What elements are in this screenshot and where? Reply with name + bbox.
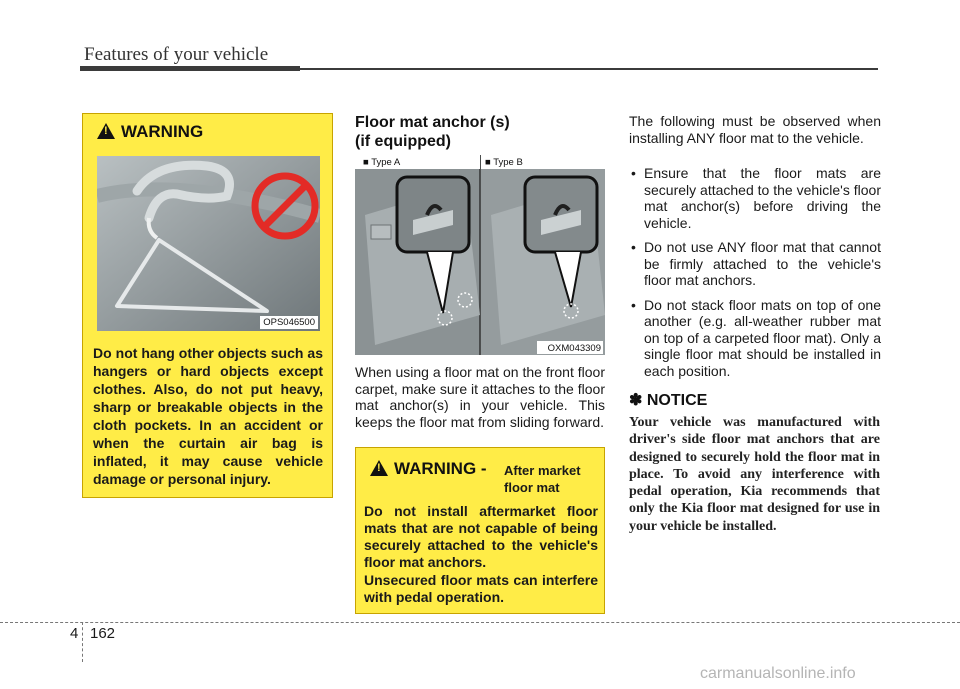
list-item: • Do not stack floor mats on top of one another (e.g. all-weather rubber mat on top of a carpeted floor mat). Only a single floor mat should be installed in each position. [629, 297, 881, 380]
list-item: • Do not use ANY floor mat that cannot be firmly attached to the vehicle's floor mat anchors. [629, 239, 881, 289]
warning-subheading-line2: floor mat [504, 480, 560, 495]
notice-heading: ✽ NOTICE [629, 392, 708, 409]
warning-triangle-icon [97, 123, 115, 139]
header-rule-thick [80, 66, 300, 71]
warning-box-hangers [82, 113, 333, 498]
type-b-label: ■ Type B [485, 157, 523, 168]
warning-heading: WARNING [121, 122, 204, 141]
warning-text: Do not hang other objects such as hangers or hard objects except clothes. Also, do not put heavy, sharp or breakable objects in the cloth pockets. In an accident or when the curtain air bag is inflated, it may cause vehicle damage or personal injury. [93, 345, 323, 487]
right-intro-text: The following must be observed when installing ANY floor mat to the vehicle. [629, 113, 881, 146]
type-a-label: ■ Type A [363, 157, 401, 168]
hanger-illustration [97, 156, 320, 331]
watermark: carmanualsonline.info [700, 665, 856, 682]
section-title-line1: Floor mat anchor (s) [355, 114, 510, 131]
image-code: OPS046500 [260, 316, 318, 329]
hanger-photo [97, 156, 320, 331]
list-item: • Ensure that the floor mats are securely attached to the vehicle's floor mat anchor(s) before driving the vehicle. [629, 165, 881, 231]
warning-para-1: Do not install aftermarket floor mats that are not capable of being securely attached to the vehicle's floor mat anchors. [364, 503, 598, 570]
installation-rules-list [629, 165, 881, 387]
warning-subheading-line1: After market [504, 463, 581, 478]
floor-mat-anchor-photo [355, 155, 605, 355]
warning-triangle-icon [370, 460, 388, 476]
notice-text: Your vehicle was manufactured with driver's side floor mat anchors that are designed to securely hold the floor mat in place. To avoid any interference with pedal operation, Kia recommends that only the Kia floor mat designed for use in your vehicle be installed. [629, 415, 880, 534]
section-title-line2: (if equipped) [355, 133, 451, 150]
warning-box-aftermarket-mat [355, 447, 605, 614]
warning-heading: WARNING - [394, 459, 487, 478]
warning-para-2: Unsecured floor mats can interfere with pedal operation. [364, 572, 598, 605]
image-code: OXM043309 [547, 343, 601, 354]
section-title-floor-mat [355, 113, 605, 151]
footer-divider [82, 622, 83, 662]
chapter-number: 4 [70, 625, 79, 642]
floor-mat-body-text: When using a floor mat on the front floor carpet, make sure it attaches to the floor mat anchor(s) in your vehicle. This keeps the floor mat from sliding forward. [355, 364, 605, 430]
footer-rule [0, 622, 960, 623]
page-number: 162 [90, 625, 116, 642]
section-header-title: Features of your vehicle [84, 44, 269, 65]
floor-mat-illustration [355, 155, 605, 355]
header-rule-thin [300, 68, 878, 70]
